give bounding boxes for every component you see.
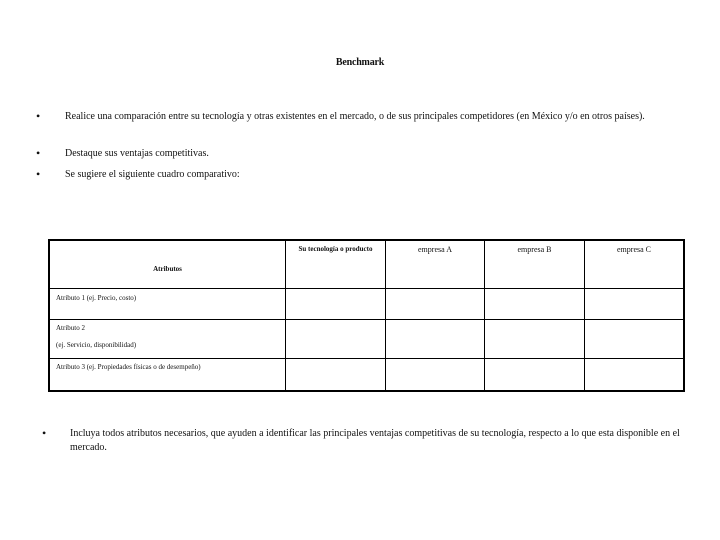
comparison-table <box>48 239 685 392</box>
bullet-icon: • <box>42 426 47 440</box>
bullet-icon: • <box>36 167 41 181</box>
bullet-icon: • <box>36 109 41 123</box>
row-label-line: Atributo 1 (ej. Precio, costo) <box>56 294 137 302</box>
row-label-line: Atributo 3 (ej. Propiedades físicas o de desempeño) <box>56 363 201 371</box>
bullet-text: Realice una comparación entre su tecnología y otras existentes en el mercado, o de sus principales competidores (en México y/o en otros países). <box>65 111 645 122</box>
column-divider <box>385 241 386 390</box>
corner-header: Atributos <box>153 265 182 273</box>
row-divider <box>50 288 683 289</box>
table-row-label <box>56 323 284 351</box>
row-divider <box>50 358 683 359</box>
table-row-label <box>56 362 284 373</box>
bullet-text: Destaque sus ventajas competitivas. <box>65 148 209 159</box>
bullet-text: Se sugiere el siguiente cuadro comparativo: <box>65 169 240 180</box>
column-divider <box>584 241 585 390</box>
column-header: empresa A <box>418 245 452 254</box>
row-label-line: (ej. Servicio, disponibilidad) <box>56 341 137 349</box>
table-row-label <box>56 293 284 304</box>
column-header: empresa C <box>617 245 651 254</box>
page-title: Benchmark <box>335 57 385 68</box>
row-divider <box>50 319 683 320</box>
footer-text: Incluya todos atributos necesarios, que ayuden a identificar las principales ventajas competitivas de su tecnología, respecto a lo que esta disponible en el mercado. <box>70 428 680 453</box>
column-header: Su tecnología o producto <box>298 245 373 253</box>
column-header: empresa B <box>517 245 552 254</box>
column-divider <box>484 241 485 390</box>
column-divider <box>285 241 286 390</box>
bullet-icon: • <box>36 146 41 160</box>
row-label-line: Atributo 2 <box>56 324 85 332</box>
